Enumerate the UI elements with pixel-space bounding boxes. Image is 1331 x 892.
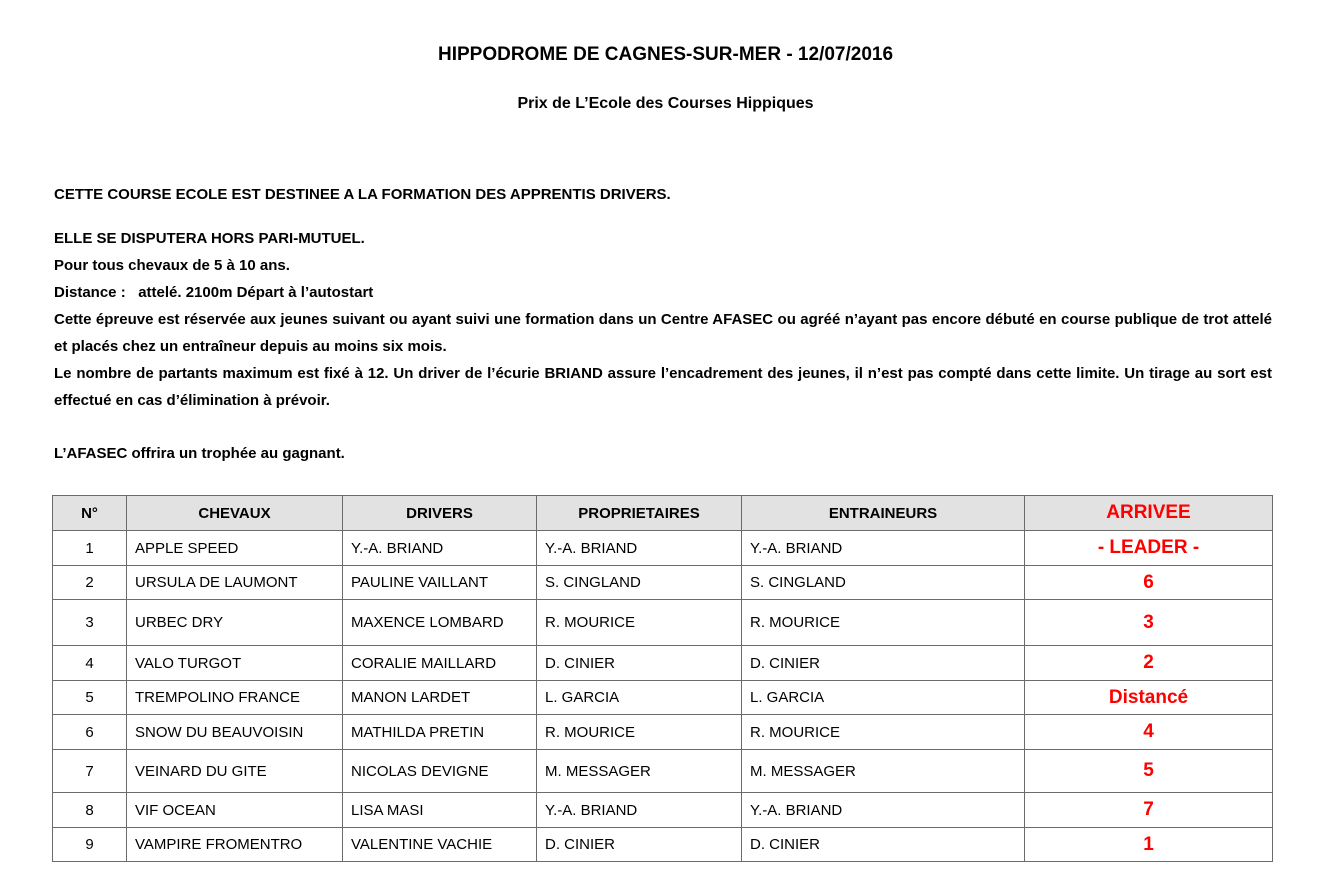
table-row — [53, 646, 1273, 681]
cell-trainer: D. CINIER — [742, 828, 1025, 862]
cell-horse: APPLE SPEED — [127, 531, 343, 566]
cell-num: 4 — [53, 646, 127, 681]
cell-arrival: Distancé — [1025, 681, 1273, 715]
cell-driver: PAULINE VAILLANT — [343, 566, 537, 600]
intro-paragraph: CETTE COURSE ECOLE EST DESTINEE A LA FORMATION DES APPRENTIS DRIVERS. — [54, 186, 671, 203]
cell-trainer: S. CINGLAND — [742, 566, 1025, 600]
cell-num: 1 — [53, 531, 127, 566]
cell-arrival: 4 — [1025, 715, 1273, 750]
ages-line: Pour tous chevaux de 5 à 10 ans. — [54, 257, 290, 274]
cell-arrival: 2 — [1025, 646, 1273, 681]
cell-horse: SNOW DU BEAUVOISIN — [127, 715, 343, 750]
cell-trainer: M. MESSAGER — [742, 750, 1025, 793]
table-row — [53, 566, 1273, 600]
cell-owner: D. CINIER — [537, 828, 742, 862]
cell-driver: MATHILDA PRETIN — [343, 715, 537, 750]
cell-horse: VEINARD DU GITE — [127, 750, 343, 793]
table-row — [53, 600, 1273, 646]
cell-owner: R. MOURICE — [537, 715, 742, 750]
cell-owner: S. CINGLAND — [537, 566, 742, 600]
cell-arrival: 6 — [1025, 566, 1273, 600]
trophy-line: L’AFASEC offrira un trophée au gagnant. — [54, 445, 345, 462]
race-name: Prix de L’Ecole des Courses Hippiques — [517, 95, 814, 112]
cell-owner: Y.-A. BRIAND — [537, 531, 742, 566]
cell-trainer: D. CINIER — [742, 646, 1025, 681]
cell-horse: TREMPOLINO FRANCE — [127, 681, 343, 715]
cell-owner: Y.-A. BRIAND — [537, 793, 742, 828]
results-table — [52, 495, 1273, 862]
cell-trainer: L. GARCIA — [742, 681, 1025, 715]
table-header-row — [53, 496, 1273, 531]
conditions-block — [54, 225, 1272, 414]
cell-num: 5 — [53, 681, 127, 715]
col-header-num: N° — [53, 496, 127, 531]
cell-num: 7 — [53, 750, 127, 793]
cell-owner: R. MOURICE — [537, 600, 742, 646]
cell-horse: URSULA DE LAUMONT — [127, 566, 343, 600]
cell-driver: VALENTINE VACHIE — [343, 828, 537, 862]
cell-trainer: Y.-A. BRIAND — [742, 793, 1025, 828]
cell-driver: NICOLAS DEVIGNE — [343, 750, 537, 793]
col-header-horses: CHEVAUX — [127, 496, 343, 531]
page-title: HIPPODROME DE CAGNES-SUR-MER - 12/07/2016 — [437, 44, 894, 65]
cell-arrival: 5 — [1025, 750, 1273, 793]
table-row — [53, 828, 1273, 862]
cell-arrival: 1 — [1025, 828, 1273, 862]
cell-trainer: Y.-A. BRIAND — [742, 531, 1025, 566]
eligibility-paragraph: Cette épreuve est réservée aux jeunes suivant ou ayant suivi une formation dans un Centre AFASEC ou agréé n’ayant pas encore débuté en course publique de trot attelé et placés chez un entraîneur depuis au moins six mois. — [54, 311, 1272, 355]
col-header-arrival: ARRIVEE — [1025, 496, 1273, 531]
cell-num: 6 — [53, 715, 127, 750]
partants-paragraph: Le nombre de partants maximum est fixé à 12. Un driver de l’écurie BRIAND assure l’encadrement des jeunes, il n’est pas compté dans cette limite. Un tirage au sort est effectué en cas d’élimination à prévoir. — [54, 365, 1272, 409]
cell-horse: VIF OCEAN — [127, 793, 343, 828]
cell-owner: L. GARCIA — [537, 681, 742, 715]
table-row — [53, 715, 1273, 750]
cell-arrival: - LEADER - — [1025, 531, 1273, 566]
cell-owner: M. MESSAGER — [537, 750, 742, 793]
cell-driver: MAXENCE LOMBARD — [343, 600, 537, 646]
cell-trainer: R. MOURICE — [742, 715, 1025, 750]
cell-horse: URBEC DRY — [127, 600, 343, 646]
cell-driver: MANON LARDET — [343, 681, 537, 715]
table-row — [53, 793, 1273, 828]
cell-owner: D. CINIER — [537, 646, 742, 681]
distance-line: Distance : attelé. 2100m Départ à l’autostart — [54, 284, 374, 301]
table-row — [53, 531, 1273, 566]
cell-horse: VAMPIRE FROMENTRO — [127, 828, 343, 862]
table-row — [53, 750, 1273, 793]
table-row — [53, 681, 1273, 715]
cell-arrival: 7 — [1025, 793, 1273, 828]
cell-num: 3 — [53, 600, 127, 646]
cell-horse: VALO TURGOT — [127, 646, 343, 681]
col-header-trainers: ENTRAINEURS — [742, 496, 1025, 531]
cell-trainer: R. MOURICE — [742, 600, 1025, 646]
cell-num: 2 — [53, 566, 127, 600]
col-header-drivers: DRIVERS — [343, 496, 537, 531]
cell-driver: CORALIE MAILLARD — [343, 646, 537, 681]
cell-arrival: 3 — [1025, 600, 1273, 646]
col-header-owners: PROPRIETAIRES — [537, 496, 742, 531]
cell-num: 8 — [53, 793, 127, 828]
cell-driver: Y.-A. BRIAND — [343, 531, 537, 566]
cell-num: 9 — [53, 828, 127, 862]
cell-driver: LISA MASI — [343, 793, 537, 828]
hors-pari-line: ELLE SE DISPUTERA HORS PARI-MUTUEL. — [54, 230, 365, 247]
